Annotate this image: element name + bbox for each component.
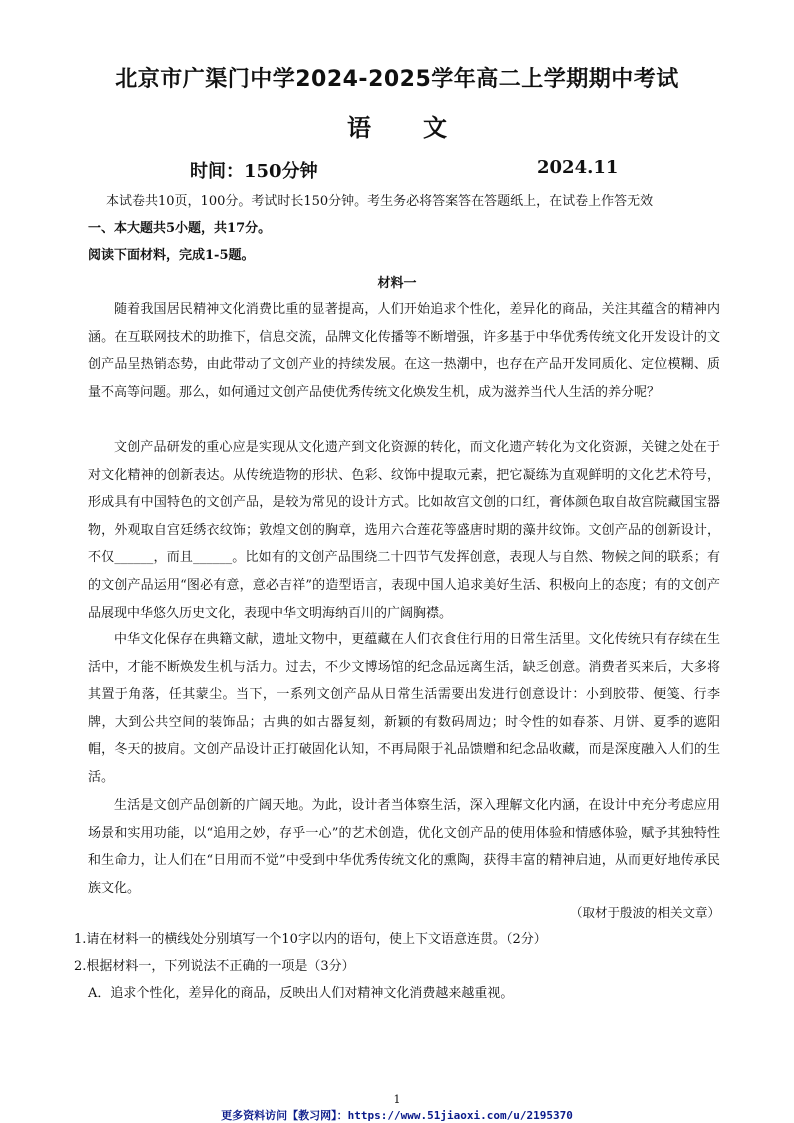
exam-duration: 时间：150分钟 [190,161,318,182]
question-2: 2.根据材料一，下列说法不正确的一项是（3分） [74,959,355,974]
material-title: 材料一 [377,276,417,291]
page-title: 北京市广渠门中学2024-2025学年高二上学期期中考试 [115,67,679,92]
subject-char: 文 [423,114,447,142]
exam-date: 2024.11 [537,157,619,178]
section-heading: 一、本大题共5小题，共17分。 [88,221,272,236]
material-paragraph: 生活是文创产品创新的广阔天地。为此，设计者当体察生活，深入理解文化内涵，在设计中充分考虑应用场景和实用功能，以“追用之妙，存乎一心”的艺术创造，优化文创产品的使用体验和情感体验，赋予其独特性和生命力，让人们在“日用而不觉”中受到中华优秀传统文化的熏陶，获得丰富的精神启迪，从而更好地传承民族文化。 [88,798,720,896]
question-1: 1.请在材料一的横线处分别填写一个10字以内的语句，使上下文语意连贯。（2分） [74,932,547,947]
question-2-option-a: A．追求个性化，差异化的商品，反映出人们对精神文化消费越来越重视。 [88,986,514,1001]
footer-link-note[interactable]: 更多资料访问【教习网】：https://www.51jiaoxi.com/u/2195370 [221,1109,573,1122]
material-paragraph: 随着我国居民精神文化消费比重的显著提高，人们开始追求个性化，差异化的商品，关注其蕴含的精神内涵。在互联网技术的助推下，信息交流，品牌文化传播等不断增强，许多基于中华优秀传统文化开发设计的文创产品呈热销态势，由此带动了文创产业的持续发展。在这一热潮中，也存在产品开发同质化、定位模糊、质量不高等问题。那么，如何通过文创产品使优秀传统文化焕发生机，成为滋养当代人生活的养分呢？ [88,302,720,400]
material-source: （取材于殷波的相关文章） [569,905,720,920]
page-number: 1 [393,1093,401,1106]
subject-char: 语 [347,114,371,142]
section-instruction: 阅读下面材料，完成1-5题。 [88,248,255,263]
material-paragraph: 中华文化保存在典籍文献，遗址文物中，更蕴藏在人们衣食住行用的日常生活里。文化传统只有存续在生活中，才能不断焕发生机与活力。过去，不少文博场馆的纪念品远离生活，缺乏创意。消费者买来后，大多将其置于角落，任其蒙尘。当下，一系列文创产品从日常生活需要出发进行创意设计：小到胶带、便笺、行李牌，大到公共空间的装饰品；古典的如古器复刻，新颖的有数码周边；时令性的如春茶、月饼、夏季的遮阳帽，冬天的披肩。文创产品设计正打破固化认知，不再局限于礼品馈赠和纪念品收藏，而是深度融入人们的生活。 [88,632,720,785]
exam-notice: 本试卷共10页，100分。考试时长150分钟。考生务必将答案答在答题纸上，在试卷上作答无效 [106,194,654,209]
subject-heading [0,108,794,143]
material-paragraph: 文创产品研发的重心应是实现从文化遗产到文化资源的转化，而文化遗产转化为文化资源，关键之处在于对文化精神的创新表达。从传统造物的形状、色彩、纹饰中提取元素，把它凝练为直观鲜明的文化艺术符号，形成具有中国特色的文创产品，是较为常见的设计方式。比如故宫文创的口红，膏体颜色取自故宫院藏国宝器物，外观取自宫廷绣衣纹饰；敦煌文创的胸章，选用六合莲花等盛唐时期的藻井纹饰。文创产品的创新设计，不仅______，而且______。比如有的文创产品围绕二十四节气发挥创意，表现人与自然、物候之间的联系；有的文创产品运用“图必有意，意必吉祥”的造型语言，表现中国人追求美好生活、积极向上的态度；有的文创产品展现中华悠久历史文化，表现中华文明海纳百川的广阔胸襟。 [88,440,720,621]
